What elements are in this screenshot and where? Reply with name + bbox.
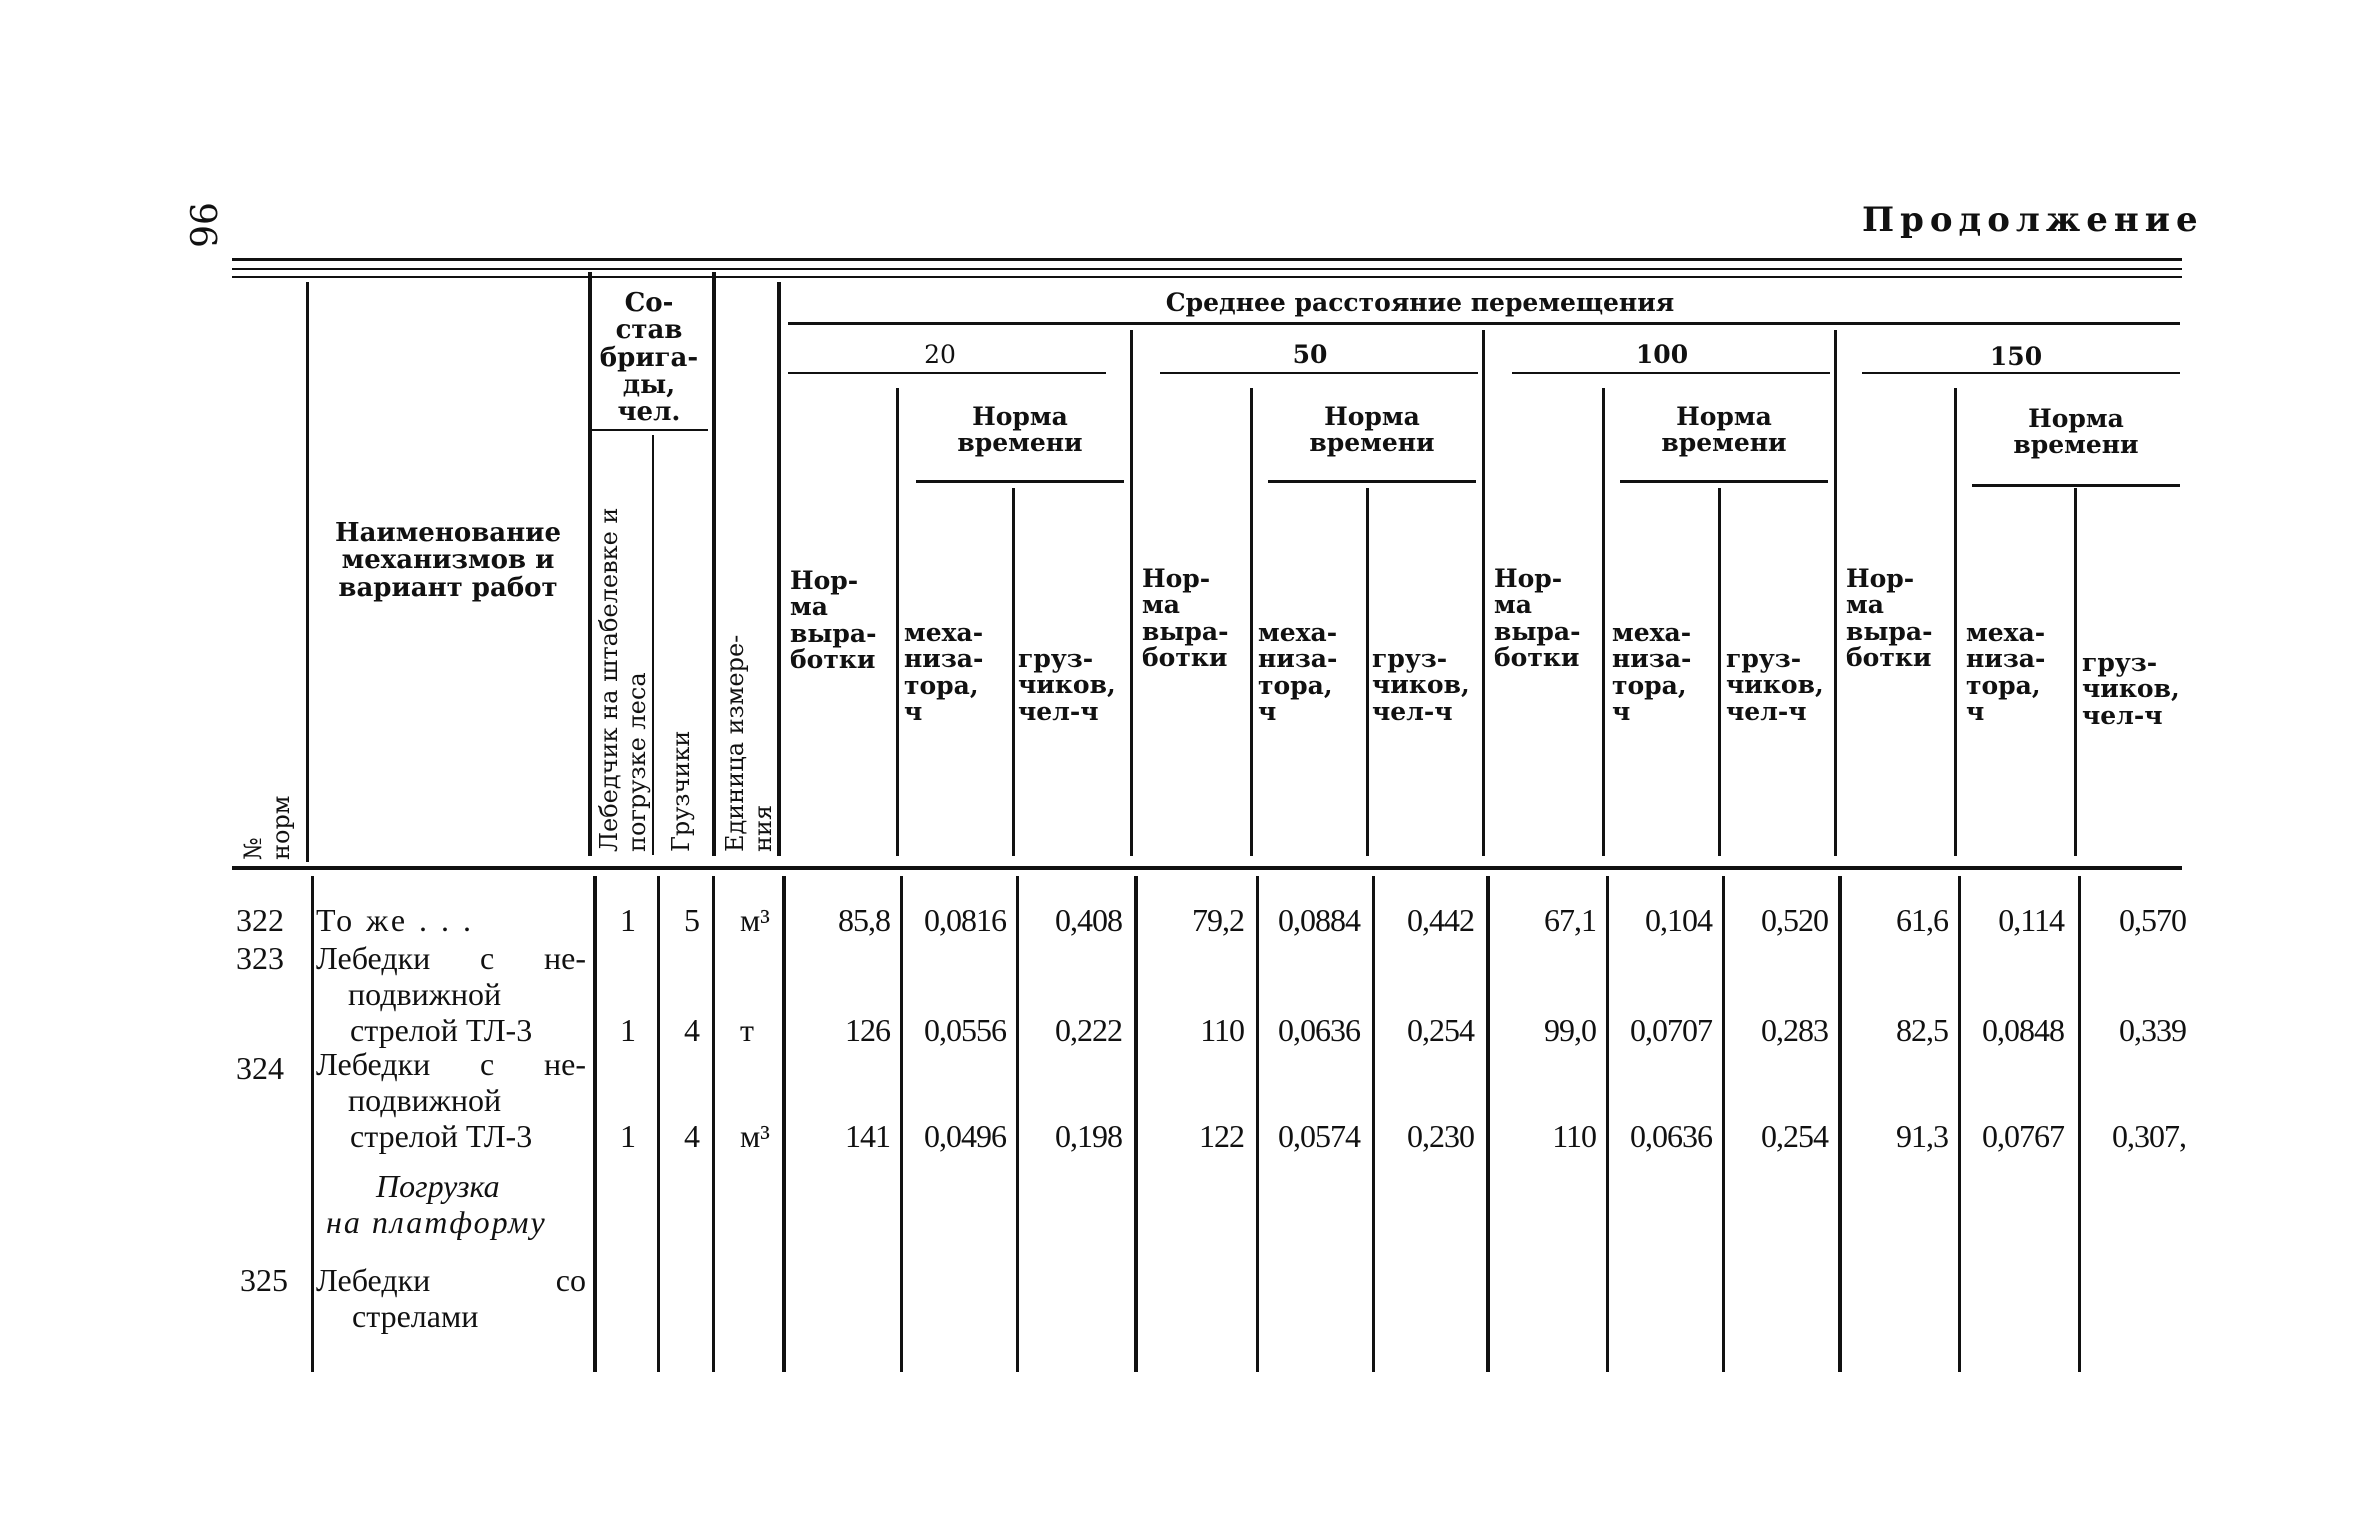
row-322-value-4: 0,0884 <box>1278 902 1360 938</box>
header-vline-crew <box>712 272 716 856</box>
row-324-value-8: 0,254 <box>1761 1118 1828 1154</box>
header-no: № норм <box>239 795 295 860</box>
g150-operator: меха-низа-тора, ч <box>1966 618 2046 726</box>
row-324-value-7: 0,0636 <box>1630 1118 1712 1154</box>
row-323-value-3: 110 <box>1200 1012 1244 1048</box>
section-line-2: на платформу <box>326 1204 547 1240</box>
row-324-value-10: 0,0767 <box>1982 1118 2064 1154</box>
continuation-heading: Продолжение <box>1862 200 2204 240</box>
g100-loaders: груз-чиков, чел-ч <box>1726 644 1824 726</box>
g100-v2 <box>1718 488 1721 856</box>
row-322-value-0: 85,8 <box>838 902 890 938</box>
g20-output-norm: Нор-ма выра-ботки <box>790 566 877 674</box>
row-323-winch: 1 <box>620 1012 636 1048</box>
group-label-20: 20 <box>924 340 956 369</box>
row-323-no: 323 <box>236 940 284 976</box>
row-322-name: То же . . . <box>316 902 475 938</box>
row-324-value-9: 91,3 <box>1896 1118 1948 1154</box>
row-325-name-1: Лебедки со <box>316 1262 586 1298</box>
distance-rule <box>788 322 2180 325</box>
g100-v1 <box>1602 388 1605 856</box>
crew-subrule <box>592 429 708 431</box>
header-crew-winch: Лебедчик на штабелевке и погрузке леса <box>595 507 651 852</box>
row-324-value-4: 0,0574 <box>1278 1118 1360 1154</box>
row-324-value-11: 0,307, <box>2112 1118 2186 1154</box>
g50-v1 <box>1250 388 1253 856</box>
tn-rule-50 <box>1268 480 1476 483</box>
g150-v1 <box>1954 388 1957 856</box>
row-324-name-1: Лебедки с не- <box>316 1046 586 1082</box>
g50-v2 <box>1366 488 1369 856</box>
g150-output-norm: Нор-ма выра-ботки <box>1846 564 1933 672</box>
header-vline-no <box>306 282 309 862</box>
row-323-unit: т <box>740 1012 754 1048</box>
header-crew: Со-став брига-ды, чел. <box>599 288 699 428</box>
tn-rule-20 <box>916 480 1124 483</box>
group-label-50: 50 <box>1292 340 1328 369</box>
row-322-loaders: 5 <box>684 902 700 938</box>
top-rule-1 <box>232 258 2182 261</box>
g100-output-norm: Нор-ма выра-ботки <box>1494 564 1581 672</box>
row-322-no: 322 <box>236 902 284 938</box>
header-name: Наименование механизмов и вариант работ <box>335 518 561 603</box>
body-vline-crew2 <box>657 876 660 1372</box>
g20-operator: меха-низа-тора, ч <box>904 618 984 726</box>
g50-loaders: груз-чиков, чел-ч <box>1372 644 1470 726</box>
row-323-value-10: 0,0848 <box>1982 1012 2064 1048</box>
row-323-name-1: Лебедки с не- <box>316 940 586 976</box>
section-line-1: Погрузка <box>376 1168 500 1204</box>
group-divider-2 <box>1482 330 1485 856</box>
group-label-150: 150 <box>1989 342 2043 371</box>
group-label-100: 100 <box>1635 340 1689 369</box>
body-vline-name <box>311 876 314 1372</box>
row-323-name-3: стрелой ТЛ-3 <box>350 1012 533 1048</box>
row-323-value-0: 126 <box>845 1012 890 1048</box>
header-unit: Единица измере-ния <box>721 634 777 852</box>
row-324-loaders: 4 <box>684 1118 700 1154</box>
row-323-value-7: 0,0707 <box>1630 1012 1712 1048</box>
crew-inner-vline <box>652 435 654 855</box>
row-323-value-11: 0,339 <box>2119 1012 2186 1048</box>
group-rule-20 <box>788 372 1106 374</box>
g20-time-norm: Норма времени <box>957 402 1083 458</box>
top-rule-2 <box>232 268 2182 270</box>
group-divider-3 <box>1834 330 1837 856</box>
row-322-value-9: 61,6 <box>1896 902 1948 938</box>
row-324-value-3: 122 <box>1199 1118 1244 1154</box>
row-324-winch: 1 <box>620 1118 636 1154</box>
row-324-name-3: стрелой ТЛ-3 <box>350 1118 533 1154</box>
row-324-value-5: 0,230 <box>1407 1118 1474 1154</box>
g50-output-norm: Нор-ма выра-ботки <box>1142 564 1229 672</box>
row-322-value-7: 0,104 <box>1645 902 1712 938</box>
g150-v2 <box>2074 488 2077 856</box>
row-322-unit: м³ <box>740 902 770 938</box>
row-322-value-2: 0,408 <box>1055 902 1122 938</box>
header-vline-unit <box>777 282 781 856</box>
row-322-value-8: 0,520 <box>1761 902 1828 938</box>
row-323-value-8: 0,283 <box>1761 1012 1828 1048</box>
row-323-value-2: 0,222 <box>1055 1012 1122 1048</box>
row-323-name-2: подвижной <box>348 976 502 1012</box>
row-324-value-1: 0,0496 <box>924 1118 1006 1154</box>
row-323-loaders: 4 <box>684 1012 700 1048</box>
row-322-value-1: 0,0816 <box>924 902 1006 938</box>
group-rule-50 <box>1160 372 1478 374</box>
row-324-no: 324 <box>236 1050 284 1086</box>
header-vline-name <box>588 272 592 856</box>
row-325-name-2: стрелами <box>352 1298 479 1334</box>
top-rule-3 <box>232 276 2182 278</box>
g100-time-norm: Норма времени <box>1661 402 1787 458</box>
row-322-value-5: 0,442 <box>1407 902 1474 938</box>
g20-v1 <box>896 388 899 856</box>
row-322-value-11: 0,570 <box>2119 902 2186 938</box>
row-323-value-9: 82,5 <box>1896 1012 1948 1048</box>
row-323-value-4: 0,0636 <box>1278 1012 1360 1048</box>
g50-time-norm: Норма времени <box>1309 402 1435 458</box>
row-324-value-0: 141 <box>845 1118 890 1154</box>
body-vline-unit <box>712 876 715 1372</box>
row-323-value-1: 0,0556 <box>924 1012 1006 1048</box>
row-322-value-6: 67,1 <box>1544 902 1596 938</box>
g100-operator: меха-низа-тора, ч <box>1612 618 1692 726</box>
g20-loaders: груз-чиков, чел-ч <box>1018 644 1116 726</box>
tn-rule-100 <box>1620 480 1828 483</box>
page-number: 96 <box>181 202 222 248</box>
row-323-value-5: 0,254 <box>1407 1012 1474 1048</box>
g20-v2 <box>1012 488 1015 856</box>
row-322-value-10: 0,114 <box>1998 902 2064 938</box>
row-322-winch: 1 <box>620 902 636 938</box>
row-324-name-2: подвижной <box>348 1082 502 1118</box>
group-divider-1 <box>1130 330 1133 856</box>
header-crew-loaders: Грузчики <box>667 730 695 852</box>
g150-time-norm: Норма времени <box>2013 404 2139 460</box>
row-324-unit: м³ <box>740 1118 770 1154</box>
row-322-value-3: 79,2 <box>1192 902 1244 938</box>
row-324-value-6: 110 <box>1552 1118 1596 1154</box>
row-324-value-2: 0,198 <box>1055 1118 1122 1154</box>
group-rule-100 <box>1512 372 1830 374</box>
header-bottom-rule <box>232 866 2182 870</box>
group-rule-150 <box>1862 372 2180 374</box>
header-distance: Среднее расстояние перемещения <box>1165 288 1675 317</box>
row-323-value-6: 99,0 <box>1544 1012 1596 1048</box>
g150-loaders: груз-чиков, чел-ч <box>2082 648 2180 730</box>
g50-operator: меха-низа-тора, ч <box>1258 618 1338 726</box>
body-vline-crew1 <box>593 876 597 1372</box>
tn-rule-150 <box>1972 484 2180 487</box>
row-325-no: 325 <box>240 1262 288 1298</box>
